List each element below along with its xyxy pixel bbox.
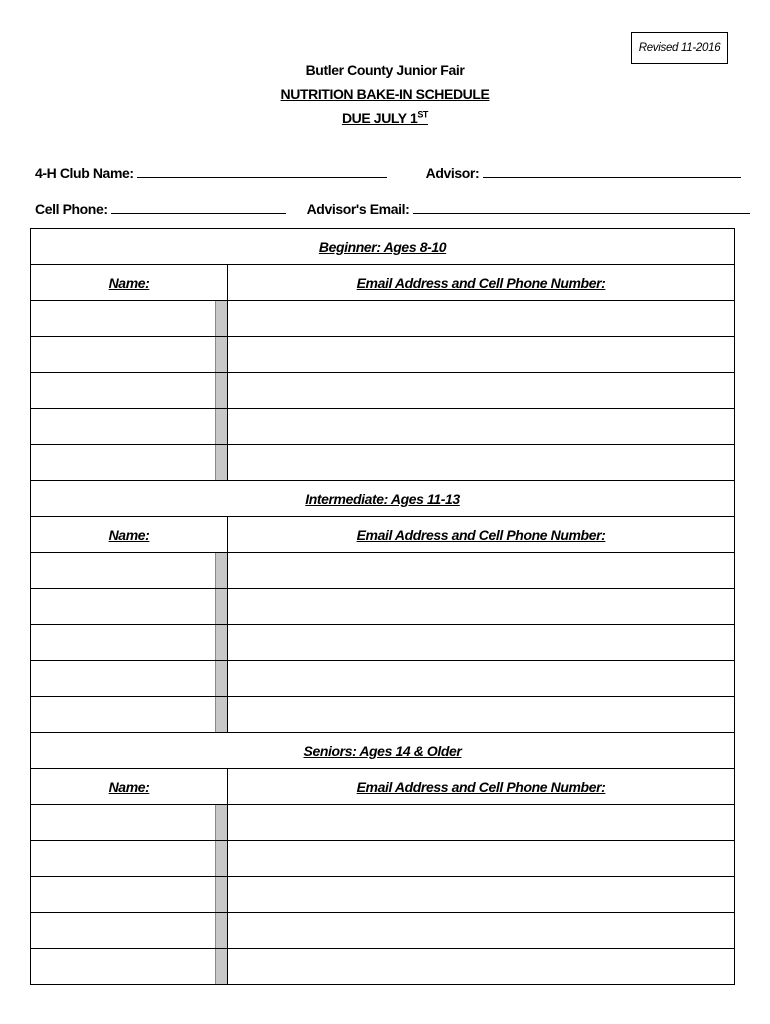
club-name-label: 4-H Club Name: xyxy=(35,165,134,181)
contact-header-text: Email Address and Cell Phone Number: xyxy=(356,778,606,795)
name-header-text: Name: xyxy=(108,778,150,795)
name-entry-cell[interactable] xyxy=(31,877,228,913)
contact-entry-cell[interactable] xyxy=(228,661,735,697)
section-title-row xyxy=(31,733,735,769)
contact-entry-cell[interactable] xyxy=(228,877,735,913)
column-header-row xyxy=(31,517,735,553)
table-row xyxy=(31,697,735,733)
due-date-suffix: ST xyxy=(417,109,429,120)
name-header-text: Name: xyxy=(108,274,150,291)
table-row xyxy=(31,949,735,985)
name-entry-cell[interactable] xyxy=(31,949,228,985)
contact-entry-cell[interactable] xyxy=(228,949,735,985)
advisor-field[interactable] xyxy=(483,163,741,178)
table-row xyxy=(31,409,735,445)
due-date-main: DUE JULY 1 xyxy=(341,110,418,126)
fair-title xyxy=(0,62,770,78)
revised-date-text: Revised 11-2016 xyxy=(638,42,721,54)
club-advisor-row xyxy=(35,163,741,181)
contact-entry-cell[interactable] xyxy=(228,301,735,337)
schedule-title-text: NUTRITION BAKE-IN SCHEDULE xyxy=(280,86,490,102)
table-row xyxy=(31,589,735,625)
contact-entry-cell[interactable] xyxy=(228,589,735,625)
name-entry-cell[interactable] xyxy=(31,409,228,445)
contact-entry-cell[interactable] xyxy=(228,625,735,661)
contact-entry-cell[interactable] xyxy=(228,409,735,445)
table-row xyxy=(31,841,735,877)
advisor-email-label: Advisor's Email: xyxy=(306,201,410,217)
contact-column-header xyxy=(228,769,735,805)
name-entry-cell[interactable] xyxy=(31,841,228,877)
contact-header-text: Email Address and Cell Phone Number: xyxy=(356,274,606,291)
schedule-table xyxy=(30,228,735,985)
name-column-header xyxy=(31,769,228,805)
section-title xyxy=(31,481,735,517)
due-date xyxy=(0,110,770,126)
section-title-row xyxy=(31,481,735,517)
name-column-header xyxy=(31,265,228,301)
contact-entry-cell[interactable] xyxy=(228,697,735,733)
name-entry-cell[interactable] xyxy=(31,661,228,697)
column-header-row xyxy=(31,265,735,301)
club-name-field[interactable] xyxy=(137,163,387,178)
section-title-text: Intermediate: Ages 11-13 xyxy=(305,490,460,507)
table-row xyxy=(31,553,735,589)
name-entry-cell[interactable] xyxy=(31,913,228,949)
name-entry-cell[interactable] xyxy=(31,301,228,337)
due-date-text xyxy=(342,110,428,126)
name-entry-cell[interactable] xyxy=(31,553,228,589)
name-entry-cell[interactable] xyxy=(31,697,228,733)
name-entry-cell[interactable] xyxy=(31,589,228,625)
revised-date-box xyxy=(631,32,728,64)
contact-entry-cell[interactable] xyxy=(228,553,735,589)
contact-column-header xyxy=(228,517,735,553)
section-title-row xyxy=(31,229,735,265)
table-row xyxy=(31,625,735,661)
advisor-label: Advisor: xyxy=(425,165,480,181)
section-title xyxy=(31,229,735,265)
section-title-text: Beginner: Ages 8-10 xyxy=(318,238,447,255)
name-entry-cell[interactable] xyxy=(31,445,228,481)
schedule-title xyxy=(0,86,770,102)
name-column-header xyxy=(31,517,228,553)
table-row xyxy=(31,661,735,697)
table-row xyxy=(31,337,735,373)
name-entry-cell[interactable] xyxy=(31,337,228,373)
contact-entry-cell[interactable] xyxy=(228,373,735,409)
table-row xyxy=(31,445,735,481)
table-row xyxy=(31,805,735,841)
section-title-text: Seniors: Ages 14 & Older xyxy=(303,742,462,759)
fair-title-text: Butler County Junior Fair xyxy=(305,62,465,78)
contact-entry-cell[interactable] xyxy=(228,805,735,841)
table-row xyxy=(31,913,735,949)
table-row xyxy=(31,373,735,409)
column-header-row xyxy=(31,769,735,805)
contact-entry-cell[interactable] xyxy=(228,913,735,949)
contact-header-text: Email Address and Cell Phone Number: xyxy=(356,526,606,543)
name-header-text: Name: xyxy=(108,526,150,543)
phone-email-row xyxy=(35,199,750,217)
advisor-email-field[interactable] xyxy=(413,199,750,214)
table-row xyxy=(31,301,735,337)
contact-entry-cell[interactable] xyxy=(228,841,735,877)
name-entry-cell[interactable] xyxy=(31,805,228,841)
section-title xyxy=(31,733,735,769)
contact-entry-cell[interactable] xyxy=(228,445,735,481)
contact-column-header xyxy=(228,265,735,301)
name-entry-cell[interactable] xyxy=(31,373,228,409)
name-entry-cell[interactable] xyxy=(31,625,228,661)
cell-phone-field[interactable] xyxy=(111,199,286,214)
cell-phone-label: Cell Phone: xyxy=(35,201,108,217)
contact-entry-cell[interactable] xyxy=(228,337,735,373)
table-row xyxy=(31,877,735,913)
